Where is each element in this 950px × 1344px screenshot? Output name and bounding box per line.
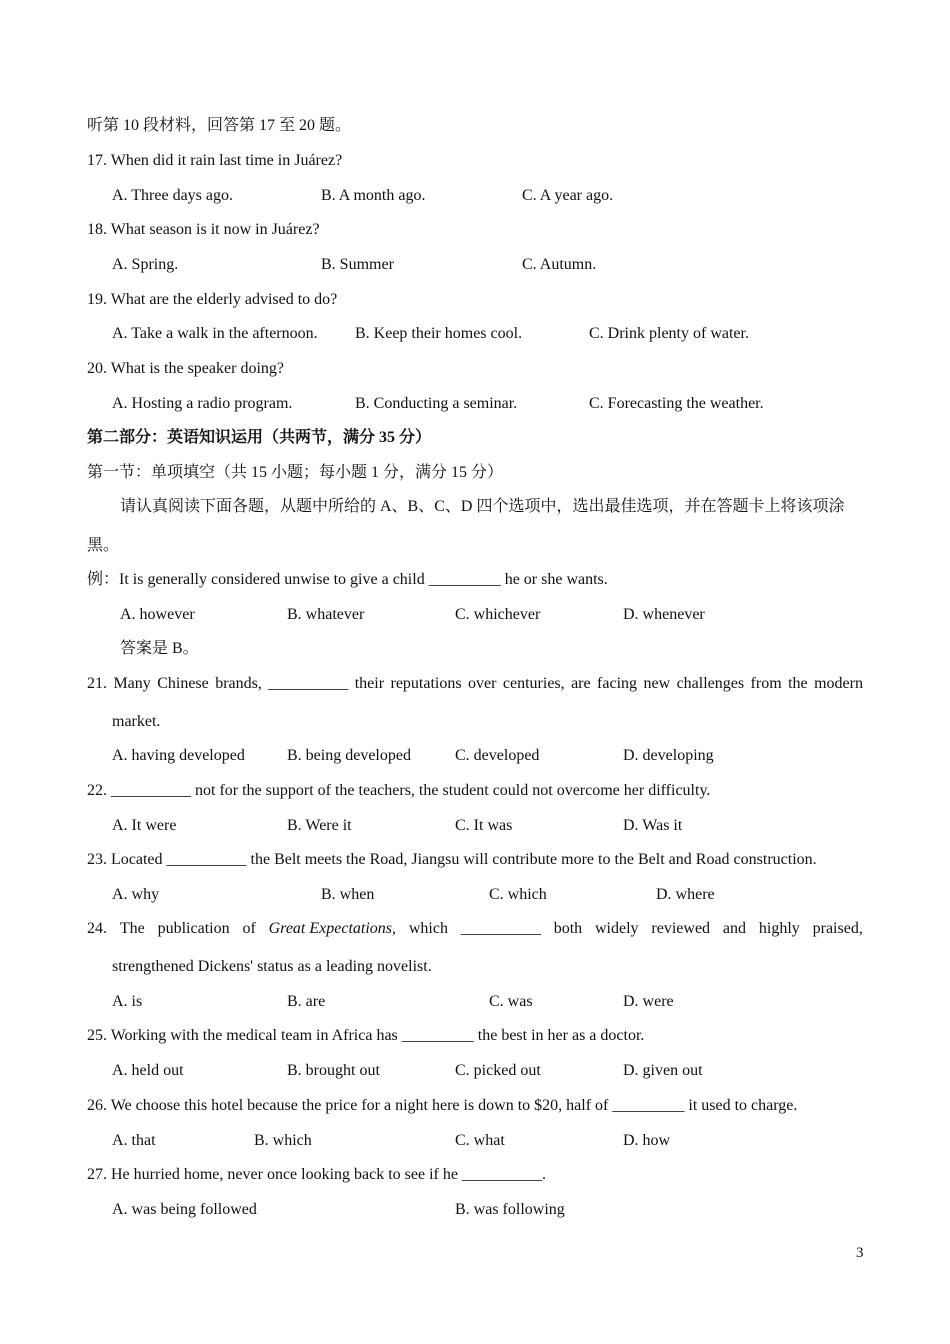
- question-18-option-c: C. Autumn.: [522, 256, 597, 273]
- word: the: [788, 675, 808, 692]
- question-27-option-a: A. was being followed: [112, 1201, 257, 1218]
- question-19-option-b: B. Keep their homes cool.: [355, 325, 523, 342]
- question-17-stem: 17. When did it rain last time in Juárez?: [87, 152, 343, 169]
- example-option-b: B. whatever: [287, 606, 365, 623]
- word: over: [468, 675, 497, 692]
- word: of: [242, 920, 256, 937]
- instruction-line-1: 请认真阅读下面各题，从题中所给的 A、B、C、D 四个选项中，选出最佳选项，并在答题卡上将该项涂: [120, 498, 845, 515]
- word: reputations: [390, 675, 462, 692]
- part2-heading: 第二部分：英语知识运用（共两节，满分 35 分）: [87, 429, 432, 446]
- question-24-option-a: A. is: [112, 993, 143, 1010]
- question-27-option-b: B. was following: [455, 1201, 565, 1218]
- question-21-option-d: D. developing: [623, 747, 714, 764]
- word: are: [571, 675, 591, 692]
- question-25-option-b: B. brought out: [287, 1062, 380, 1079]
- word: 21.: [87, 675, 107, 692]
- word: brands,: [215, 675, 262, 692]
- word: which: [408, 920, 448, 937]
- example-option-c: C. whichever: [455, 606, 541, 623]
- question-25-stem: 25. Working with the medical team in Africa has _________ the best in her as a doctor.: [87, 1027, 645, 1044]
- example-answer: 答案是 B。: [120, 640, 199, 657]
- word: challenges: [676, 675, 745, 692]
- word: Chinese: [157, 675, 209, 692]
- question-23-option-c: C. which: [489, 886, 547, 903]
- question-24-option-b: B. are: [287, 993, 326, 1010]
- example-option-d: D. whenever: [623, 606, 705, 623]
- word: widely: [595, 920, 639, 937]
- word: centuries,: [502, 675, 565, 692]
- question-19-option-a: A. Take a walk in the afternoon.: [112, 325, 318, 342]
- question-20-option-c: C. Forecasting the weather.: [589, 395, 764, 412]
- question-25-option-d: D. given out: [623, 1062, 703, 1079]
- question-24-stem-line-1: [87, 919, 863, 939]
- word: both: [553, 920, 583, 937]
- instruction-line-2: 黑。: [87, 537, 120, 554]
- section1-heading: 第一节：单项填空（共 15 小题；每小题 1 分，满分 15 分）: [87, 464, 504, 481]
- question-22-option-b: B. Were it: [287, 817, 352, 834]
- word: reviewed: [651, 920, 711, 937]
- question-19-option-c: C. Drink plenty of water.: [589, 325, 749, 342]
- question-23-option-a: A. why: [112, 886, 160, 903]
- blank: __________: [268, 675, 349, 692]
- question-17-option-c: C. A year ago.: [522, 187, 614, 204]
- word: 24.: [87, 920, 107, 937]
- question-21-stem-line-2: market.: [112, 713, 161, 730]
- question-22-stem: 22. __________ not for the support of the teachers, the student could not overcome her difficulty.: [87, 782, 711, 799]
- question-25-option-a: A. held out: [112, 1062, 184, 1079]
- question-18-option-b: B. Summer: [321, 256, 394, 273]
- listening-intro: 听第 10 段材料，回答第 17 至 20 题。: [87, 117, 352, 134]
- question-26-stem: 26. We choose this hotel because the price for a night here is down to $20, half of _________ it used to charge.: [87, 1097, 798, 1114]
- question-21-option-c: C. developed: [455, 747, 540, 764]
- question-17-option-a: A. Three days ago.: [112, 187, 233, 204]
- word: their: [354, 675, 385, 692]
- question-21-option-a: A. having developed: [112, 747, 245, 764]
- word: from: [750, 675, 782, 692]
- page-number: 3: [856, 1245, 864, 1261]
- question-20-option-b: B. Conducting a seminar.: [355, 395, 518, 412]
- question-23-option-d: D. where: [656, 886, 715, 903]
- question-26-option-c: C. what: [455, 1132, 505, 1149]
- word: highly: [758, 920, 800, 937]
- question-20-option-a: A. Hosting a radio program.: [112, 395, 293, 412]
- word: new: [643, 675, 671, 692]
- word: publication: [157, 920, 230, 937]
- question-24-stem-line-2: strengthened Dickens' status as a leading novelist.: [112, 958, 432, 975]
- question-22-option-a: A. It were: [112, 817, 177, 834]
- word: praised,: [812, 920, 863, 937]
- question-24-option-c: C. was: [489, 993, 533, 1010]
- example-option-a: A. however: [120, 606, 195, 623]
- book-title: Great Expectations,: [268, 920, 396, 937]
- question-20-stem: 20. What is the speaker doing?: [87, 360, 284, 377]
- question-22-option-c: C. It was: [455, 817, 513, 834]
- example-stem: 例：It is generally considered unwise to give a child _________ he or she wants.: [87, 571, 608, 588]
- question-26-option-b: B. which: [254, 1132, 312, 1149]
- question-26-option-d: D. how: [623, 1132, 671, 1149]
- question-19-stem: 19. What are the elderly advised to do?: [87, 291, 338, 308]
- question-17-option-b: B. A month ago.: [321, 187, 426, 204]
- question-18-stem: 18. What season is it now in Juárez?: [87, 221, 320, 238]
- question-22-option-d: D. Was it: [623, 817, 683, 834]
- question-21-option-b: B. being developed: [287, 747, 411, 764]
- word: Many: [113, 675, 151, 692]
- question-26-option-a: A. that: [112, 1132, 156, 1149]
- word: facing: [597, 675, 638, 692]
- question-24-option-d: D. were: [623, 993, 674, 1010]
- question-25-option-c: C. picked out: [455, 1062, 541, 1079]
- question-18-option-a: A. Spring.: [112, 256, 179, 273]
- question-23-option-b: B. when: [321, 886, 375, 903]
- question-21-stem-line-1: [87, 674, 863, 694]
- blank: __________: [460, 920, 541, 937]
- question-27-stem: 27. He hurried home, never once looking back to see if he __________.: [87, 1166, 546, 1183]
- word: modern: [814, 675, 863, 692]
- word: The: [119, 920, 145, 937]
- word: and: [722, 920, 747, 937]
- question-23-stem: 23. Located __________ the Belt meets the Road, Jiangsu will contribute more to the Belt and Road construction.: [87, 851, 817, 868]
